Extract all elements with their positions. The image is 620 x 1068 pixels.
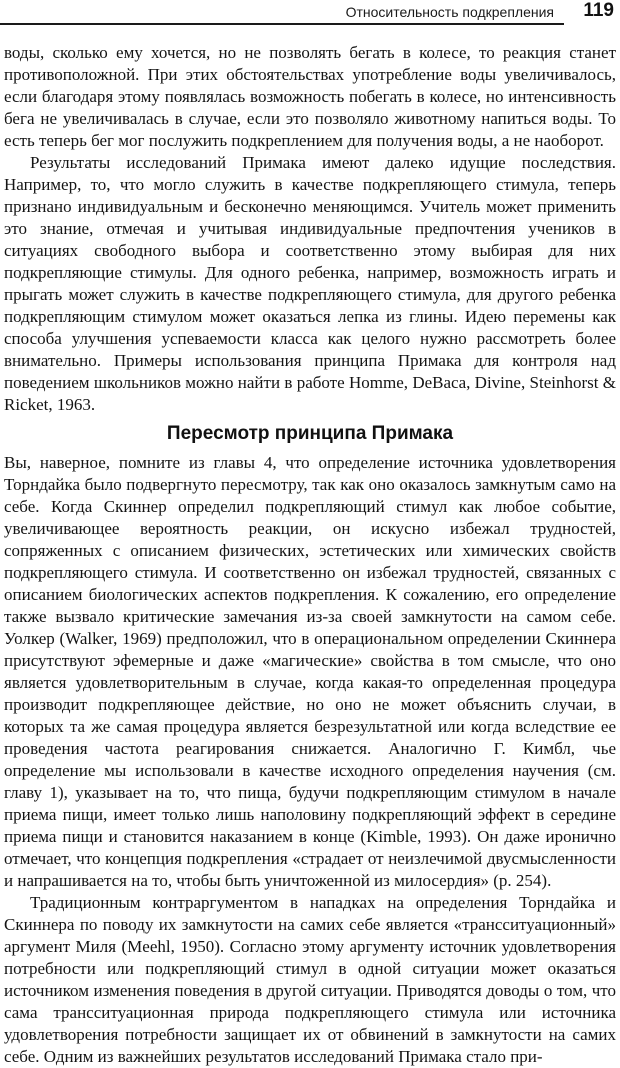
- running-header: [0, 0, 620, 28]
- running-title: Относительность подкрепления: [345, 4, 554, 20]
- paragraph: Результаты исследований Примака имеют далеко идущие последствия. Например, то, что могло служить в качестве подкрепляющего стимула, теперь признано индивидуальным и бесконечно меняющимся. Учитель может применить это знание, отмечая и учитывая индивидуальные предпочтения учеников в ситуациях свободного выбора и соответственно этому выбирая для них подкрепляющие стимулы. Для одного ребенка, например, возможность играть и прыгать может служить в качестве подкрепляющего стимула, для другого ребенка подкрепляющим стимулом может оказаться лепка из глины. Идею перемены как способа улучшения успеваемости класса как целого нужно рассмотреть более внимательно. Примеры использования принципа Примака для контроля над поведением школьников можно найти в работе Homme, DeBaca, Divine, Steinhorst & Ricket, 1963.: [4, 153, 616, 414]
- paragraph: Традиционным контраргументом в нападках на определения Торндайка и Скиннера по поводу их замкнутости на самих себе является «трансситуационный» аргумент Миля (Meehl, 1950). Согласно этому аргументу источник удовлетворения потребности или подкрепляющий стимул в одной ситуации может оказаться источником изменения поведения в другой ситуации. Приводятся доводы о том, что сама трансситуационная природа подкрепляющего стимула или источника удовлетворения потребности защищает их от обвинений в замкнутости на самих себе. Одним из важнейших результатов исследований Примака стало при-: [4, 893, 616, 1066]
- paragraph: Вы, наверное, помните из главы 4, что определение источника удовлетворения Торндайка было подвергнуто пересмотру, так как оно оказалось замкнутым само на себе. Когда Скиннер определил подкрепляющий стимул как любое событие, увеличивающее вероятность реакции, он искусно избежал трудностей, сопряженных с описанием физических, эстетических или химических свойств подкрепляющего стимула. И соответственно он избежал трудностей, связанных с описанием биологических аспектов подкрепления. К сожалению, его определение также вызвало критические замечания из-за своей замкнутости на самом себе. Уолкер (Walker, 1969) предположил, что в операциональном определении Скиннера присутствуют эфемерные и даже «магические» свойства в том смысле, что оно является удовлетворительным в случае, когда какая-то определенная процедура производит подкрепляющее действие, но оно не может объяснить случаи, в которых та же самая процедура является безрезультатной или когда вследствие ее проведения частота реагирования снижается. Аналогично Г. Кимбл, чье определение мы использовали в качестве исходного определения научения (см. главу 1), указывает на то, что пища, будучи подкрепляющим стимулом в начале приема пищи, имеет только лишь наполовину подкрепляющий эффект в середине приема пищи и становится наказанием в конце (Kimble, 1993). Он даже иронично отмечает, что концепция подкрепления «страдает от неизлечимой двусмысленности и напрашивается на то, чтобы быть уничтоженной из милосердия» (p. 254).: [4, 453, 616, 890]
- page-number: 119: [583, 0, 614, 21]
- body-text: [4, 42, 616, 1068]
- header-rule: [0, 23, 564, 25]
- section-heading: Пересмотр принципа Примака: [166, 423, 454, 444]
- paragraph-continued: воды, сколько ему хочется, но не позволять бегать в колесе, то реакция станет противоположной. При этих обстоятельствах употребление воды увеличивалось, если благодаря этому появлялась возможность побегать в колесе, но интенсивность бега не увеличивалась в случае, если это позволяло животному напиться воды. То есть теперь бег мог послужить подкреплением для получения воды, а не наоборот.: [4, 43, 616, 150]
